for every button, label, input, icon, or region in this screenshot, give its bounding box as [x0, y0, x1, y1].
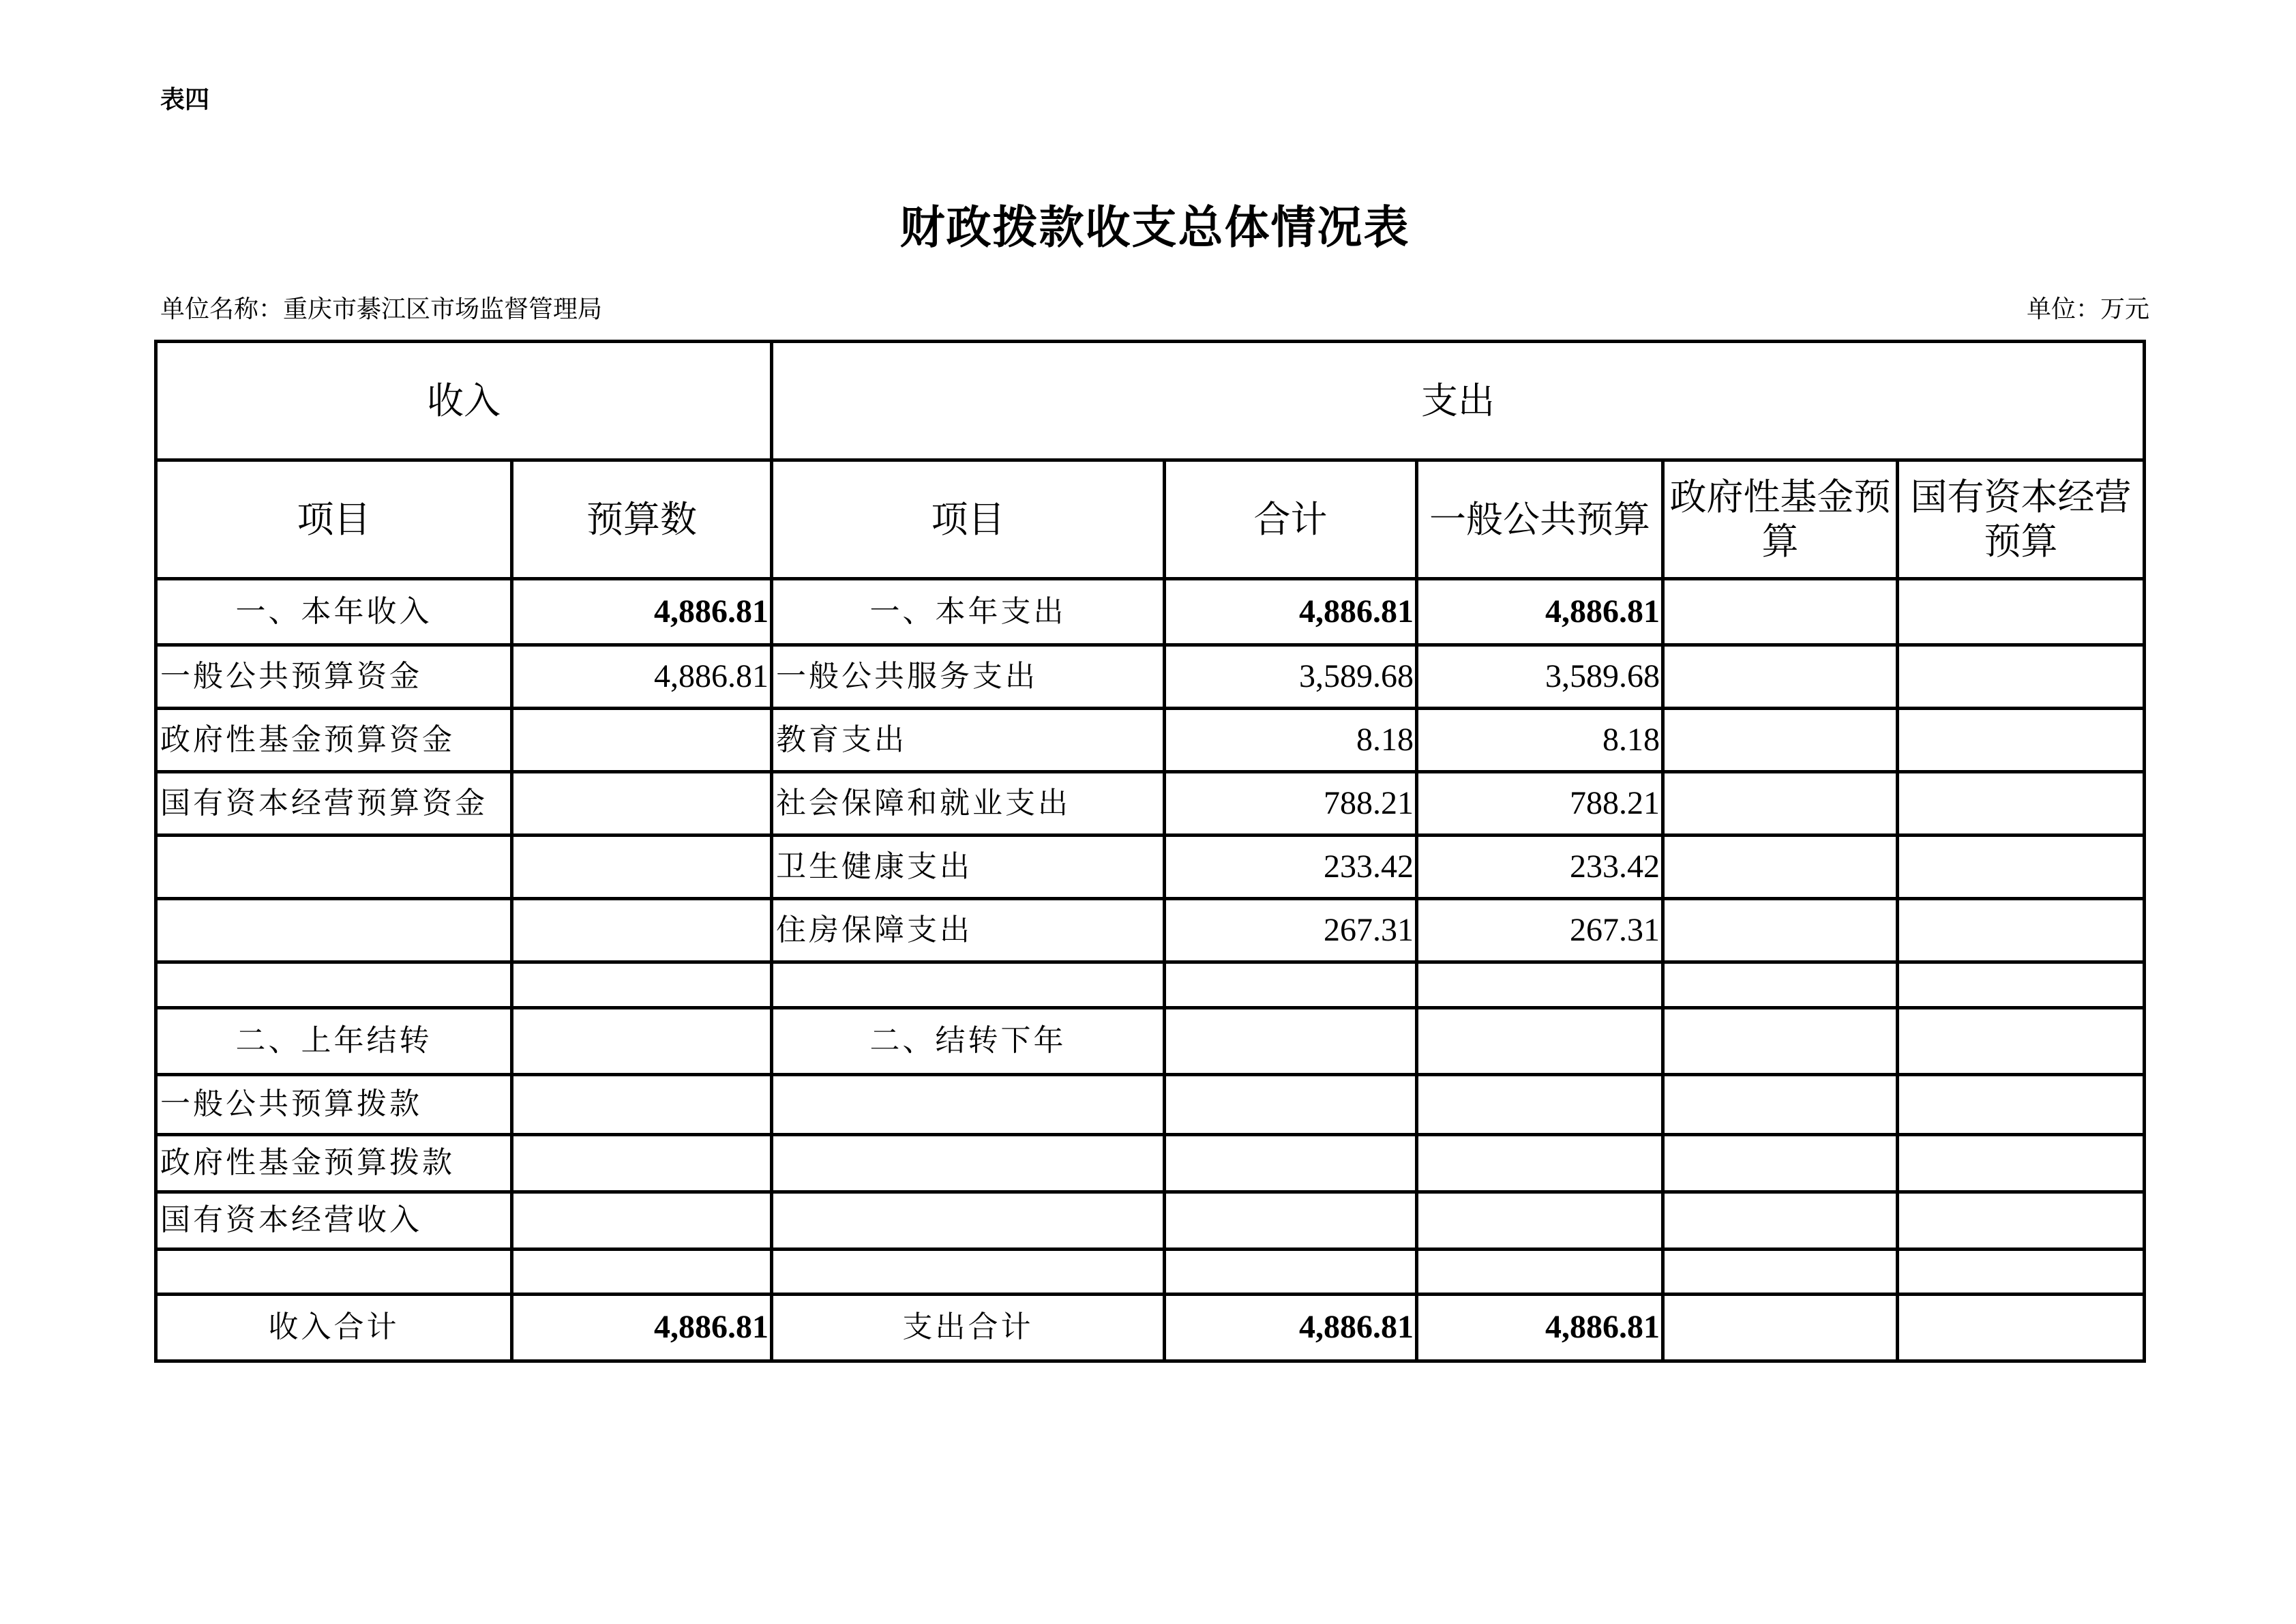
exp-total [1165, 1192, 1417, 1250]
document-title: 财政拨款收支总体情况表 [899, 201, 1410, 254]
exp-gov-fund [1663, 1135, 1898, 1192]
exp-state-capital [1898, 1008, 2145, 1075]
exp-gov-fund [1663, 709, 1898, 772]
income-item: 政府性基金预算拨款 [156, 1135, 512, 1192]
exp-general: 8.18 [1417, 709, 1663, 772]
exp-general: 4,886.81 [1417, 579, 1663, 645]
income-item: 二、上年结转 [156, 1008, 512, 1075]
exp-general [1417, 962, 1663, 1008]
exp-state-capital [1898, 899, 2145, 962]
col-exp-gov-fund: 政府性基金预算 [1663, 460, 1898, 579]
exp-item: 二、结转下年 [772, 1008, 1165, 1075]
income-budget: 4,886.81 [512, 579, 772, 645]
table-row [156, 645, 2145, 709]
exp-total: 788.21 [1165, 772, 1417, 836]
table-row [156, 1075, 2145, 1135]
table-row [156, 772, 2145, 836]
exp-gov-fund-total [1663, 1295, 1898, 1361]
income-item: 国有资本经营预算资金 [156, 772, 512, 836]
exp-total: 233.42 [1165, 836, 1417, 899]
exp-item: 教育支出 [772, 709, 1165, 772]
exp-gov-fund [1663, 579, 1898, 645]
col-income-budget: 预算数 [512, 460, 772, 579]
exp-state-capital [1898, 1135, 2145, 1192]
table-number-label: 表四 [160, 86, 210, 114]
exp-total [1165, 1135, 1417, 1192]
income-item: 一、本年收入 [156, 579, 512, 645]
exp-state-capital [1898, 836, 2145, 899]
exp-total [1165, 962, 1417, 1008]
exp-general [1417, 1008, 1663, 1075]
exp-gov-fund [1663, 1008, 1898, 1075]
exp-state-capital [1898, 1075, 2145, 1135]
income-item [156, 1250, 512, 1295]
unit-name: 单位名称：重庆市綦江区市场监督管理局 [160, 295, 603, 323]
fiscal-appropriation-table [154, 340, 2146, 1363]
exp-item [772, 962, 1165, 1008]
table-row-empty [156, 1250, 2145, 1295]
exp-total: 267.31 [1165, 899, 1417, 962]
exp-state-capital [1898, 709, 2145, 772]
exp-gov-fund [1663, 772, 1898, 836]
unit-info-row [160, 290, 2149, 325]
exp-state-capital [1898, 962, 2145, 1008]
income-item [156, 836, 512, 899]
income-budget [512, 772, 772, 836]
exp-gov-fund [1663, 1075, 1898, 1135]
exp-state-capital [1898, 1250, 2145, 1295]
table-row [156, 1135, 2145, 1192]
col-income-item: 项目 [156, 460, 512, 579]
income-budget [512, 1250, 772, 1295]
exp-gov-fund [1663, 1192, 1898, 1250]
currency-unit: 单位：万元 [2026, 295, 2149, 323]
exp-state-capital-total [1898, 1295, 2145, 1361]
income-group-header: 收入 [156, 342, 772, 460]
exp-total [1165, 1008, 1417, 1075]
income-item [156, 962, 512, 1008]
exp-item [772, 1250, 1165, 1295]
income-budget [512, 1008, 772, 1075]
table-row [156, 1008, 2145, 1075]
table-row [156, 899, 2145, 962]
income-budget: 4,886.81 [512, 645, 772, 709]
table-row [156, 1192, 2145, 1250]
exp-gov-fund [1663, 645, 1898, 709]
income-item: 政府性基金预算资金 [156, 709, 512, 772]
exp-total-label: 支出合计 [772, 1295, 1165, 1361]
exp-total [1165, 1250, 1417, 1295]
income-budget [512, 836, 772, 899]
exp-general-total: 4,886.81 [1417, 1295, 1663, 1361]
exp-general [1417, 1075, 1663, 1135]
exp-item: 一般公共服务支出 [772, 645, 1165, 709]
exp-state-capital [1898, 579, 2145, 645]
exp-item: 一、本年支出 [772, 579, 1165, 645]
exp-general [1417, 1192, 1663, 1250]
income-item: 一般公共预算资金 [156, 645, 512, 709]
exp-item [772, 1075, 1165, 1135]
exp-general: 788.21 [1417, 772, 1663, 836]
col-exp-total: 合计 [1165, 460, 1417, 579]
table-row-empty [156, 962, 2145, 1008]
exp-item: 住房保障支出 [772, 899, 1165, 962]
income-item: 一般公共预算拨款 [156, 1075, 512, 1135]
exp-state-capital [1898, 1192, 2145, 1250]
exp-general: 267.31 [1417, 899, 1663, 962]
income-budget [512, 1192, 772, 1250]
exp-total: 8.18 [1165, 709, 1417, 772]
col-exp-general: 一般公共预算 [1417, 460, 1663, 579]
exp-gov-fund [1663, 1250, 1898, 1295]
expenditure-group-header: 支出 [772, 342, 2145, 460]
income-budget [512, 1135, 772, 1192]
income-budget [512, 899, 772, 962]
table-row [156, 579, 2145, 645]
totals-row [156, 1295, 2145, 1361]
exp-general: 3,589.68 [1417, 645, 1663, 709]
table-row [156, 709, 2145, 772]
exp-gov-fund [1663, 836, 1898, 899]
column-header-row [156, 460, 2145, 579]
exp-item [772, 1135, 1165, 1192]
exp-item: 卫生健康支出 [772, 836, 1165, 899]
exp-total: 4,886.81 [1165, 579, 1417, 645]
exp-general [1417, 1135, 1663, 1192]
exp-total: 3,589.68 [1165, 645, 1417, 709]
income-budget [512, 962, 772, 1008]
income-budget [512, 1075, 772, 1135]
exp-item [772, 1192, 1165, 1250]
income-item: 国有资本经营收入 [156, 1192, 512, 1250]
group-header-row [156, 342, 2145, 460]
income-budget [512, 709, 772, 772]
col-exp-state-capital: 国有资本经营预算 [1898, 460, 2145, 579]
exp-general: 233.42 [1417, 836, 1663, 899]
exp-state-capital [1898, 645, 2145, 709]
exp-state-capital [1898, 772, 2145, 836]
exp-gov-fund [1663, 962, 1898, 1008]
col-exp-item: 项目 [772, 460, 1165, 579]
exp-total [1165, 1075, 1417, 1135]
exp-total-value: 4,886.81 [1165, 1295, 1417, 1361]
table-row [156, 836, 2145, 899]
income-item [156, 899, 512, 962]
income-total-value: 4,886.81 [512, 1295, 772, 1361]
income-total-label: 收入合计 [156, 1295, 512, 1361]
exp-gov-fund [1663, 899, 1898, 962]
exp-general [1417, 1250, 1663, 1295]
exp-item: 社会保障和就业支出 [772, 772, 1165, 836]
